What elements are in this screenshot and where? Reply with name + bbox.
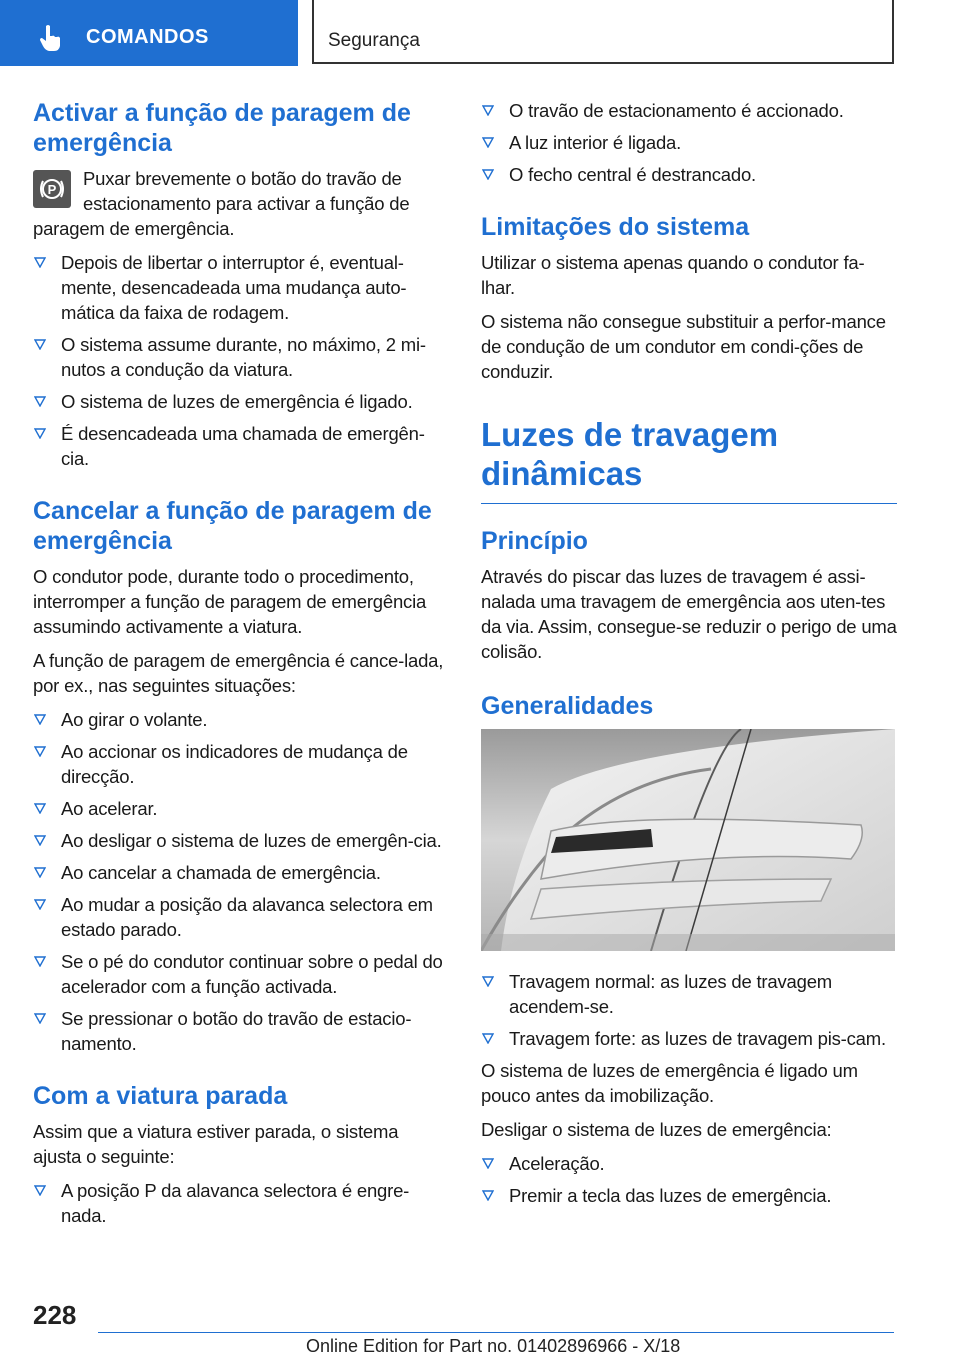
activate-list (33, 250, 449, 471)
stopped-list (33, 1178, 449, 1228)
chapter-tab-label: COMANDOS (86, 26, 209, 48)
list-item: Ao girar o volante. (33, 707, 449, 732)
section-header (312, 0, 894, 64)
triangle-bullet-icon (34, 867, 46, 878)
list-item: O travão de estacionamento é accionado. (481, 98, 897, 123)
deactivate-list (481, 1151, 897, 1208)
triangle-bullet-icon (482, 1190, 494, 1201)
list-item: O fecho central é destrancado. (481, 162, 897, 187)
list-item: É desencadeada uma chamada de emergên-cia. (33, 421, 449, 471)
section-title-limitations: Limitações do sistema (481, 213, 750, 241)
paragraph: Desligar o sistema de luzes de emergência: (481, 1119, 832, 1140)
list-item: Ao accionar os indicadores de mudança de direcção. (33, 739, 449, 789)
triangle-bullet-icon (482, 137, 494, 148)
paragraph: O condutor pode, durante todo o procedimento, interromper a função de paragem de emergência assumindo activamente a viatura. (33, 566, 427, 637)
list-item: Premir a tecla das luzes de emergência. (481, 1183, 897, 1208)
parking-brake-icon (33, 170, 71, 208)
intro-block (33, 166, 449, 241)
paragraph: Através do piscar das luzes de travagem é assi-nalada uma travagem de emergência aos uten-tes da via. Assim, consegue-se reduzir o perigo de uma colisão. (481, 566, 897, 662)
list-item: Travagem forte: as luzes de travagem pis-cam. (481, 1026, 897, 1051)
taillight-illustration (481, 729, 895, 951)
section-title-cancel: Cancelar a função de paragem de emergência (33, 497, 432, 555)
paragraph: Utilizar o sistema apenas quando o condutor fa-lhar. (481, 252, 865, 298)
footer-divider (98, 1332, 894, 1333)
list-item: A luz interior é ligada. (481, 130, 897, 155)
edition-text: Online Edition for Part no. 01402896966 - X/18 (306, 1336, 681, 1356)
list-item: Ao acelerar. (33, 796, 449, 821)
triangle-bullet-icon (482, 1158, 494, 1169)
stopped-list-continued (481, 98, 897, 187)
triangle-bullet-icon (34, 1013, 46, 1024)
triangle-bullet-icon (482, 169, 494, 180)
chapter-divider (481, 503, 897, 504)
section-title-stopped: Com a viatura parada (33, 1082, 288, 1110)
section-title-activate: Activar a função de paragem de emergência (33, 99, 411, 157)
triangle-bullet-icon (482, 105, 494, 116)
triangle-bullet-icon (34, 396, 46, 407)
triangle-bullet-icon (34, 257, 46, 268)
list-item: Ao mudar a posição da alavanca selectora em estado parado. (33, 892, 449, 942)
list-item: A posição P da alavanca selectora é engre-nada. (33, 1178, 449, 1228)
triangle-bullet-icon (34, 746, 46, 757)
section-title-general: Generalidades (481, 692, 654, 720)
intro-text: Puxar brevemente o botão do travão de estacionamento para activar a função de paragem de emergência. (33, 168, 410, 239)
paragraph: Assim que a viatura estiver parada, o sistema ajusta o seguinte: (33, 1121, 399, 1167)
list-item: Se o pé do condutor continuar sobre o pedal do acelerador com a função activada. (33, 949, 449, 999)
section-title-principle: Princípio (481, 527, 588, 555)
page-number: 228 (33, 1300, 77, 1330)
svg-text:P: P (47, 182, 57, 197)
triangle-bullet-icon (34, 956, 46, 967)
triangle-bullet-icon (34, 339, 46, 350)
paragraph: O sistema não consegue substituir a perfor-mance de condução de um condutor em condi-ções de conduzir. (481, 311, 886, 382)
cancel-list (33, 707, 449, 1056)
list-item: O sistema de luzes de emergência é ligado. (33, 389, 449, 414)
left-column (33, 98, 449, 1235)
triangle-bullet-icon (482, 976, 494, 987)
triangle-bullet-icon (34, 899, 46, 910)
triangle-bullet-icon (34, 1185, 46, 1196)
chapter-tab[interactable] (0, 0, 298, 66)
list-item: Ao desligar o sistema de luzes de emergên-cia. (33, 828, 449, 853)
general-list (481, 969, 897, 1051)
right-column (481, 98, 897, 1215)
triangle-bullet-icon (482, 1033, 494, 1044)
triangle-bullet-icon (34, 835, 46, 846)
chapter-title: Luzes de travagem dinâmicas (481, 416, 779, 492)
list-item: Depois de libertar o interruptor é, eventual-mente, desencadeada uma mudança auto-mática da faixa de rodagem. (33, 250, 449, 325)
triangle-bullet-icon (34, 803, 46, 814)
triangle-bullet-icon (34, 428, 46, 439)
list-item: Aceleração. (481, 1151, 897, 1176)
triangle-bullet-icon (34, 714, 46, 725)
list-item: Travagem normal: as luzes de travagem acendem-se. (481, 969, 897, 1019)
list-item: Ao cancelar a chamada de emergência. (33, 860, 449, 885)
paragraph: A função de paragem de emergência é cance-lada, por ex., nas seguintes situações: (33, 650, 444, 696)
list-item: O sistema assume durante, no máximo, 2 mi-nutos a condução da viatura. (33, 332, 449, 382)
paragraph: O sistema de luzes de emergência é ligado um pouco antes da imobilização. (481, 1060, 858, 1106)
hand-pointer-icon (38, 24, 64, 52)
list-item: Se pressionar o botão do travão de estacio-namento. (33, 1006, 449, 1056)
section-label: Segurança (328, 30, 420, 51)
